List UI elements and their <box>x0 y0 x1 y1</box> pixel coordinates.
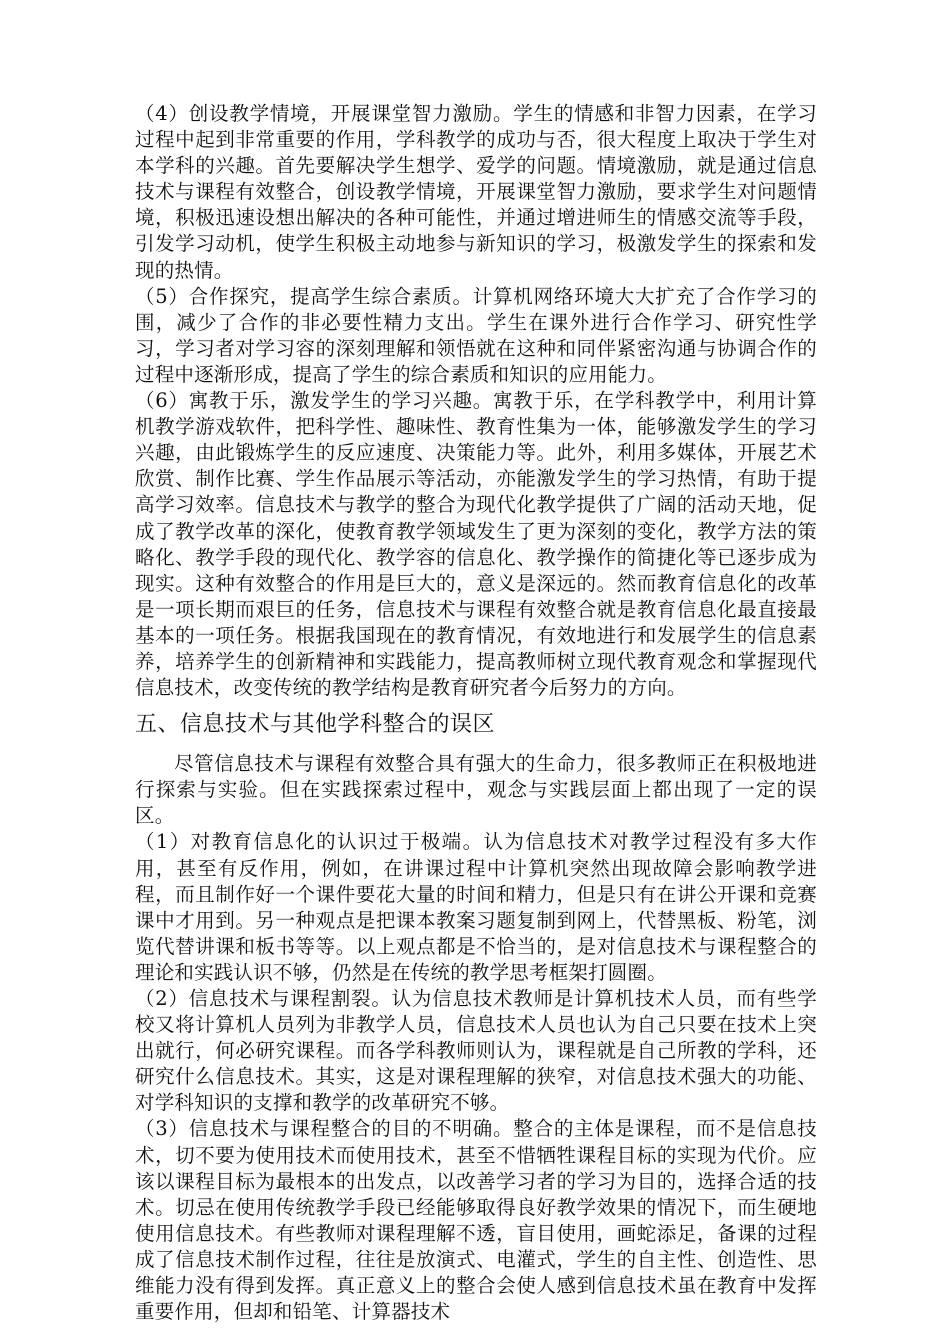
section-heading: 五、信息技术与其他学科整合的误区 <box>135 712 496 738</box>
paragraph-item-6: （6）寓教于乐，激发学生的学习兴趣。寓教于乐，在学科教学中，利用计算机教学游戏软件，把科学性、趣味性、教育性集为一体，能够激发学生的学习兴趣，由此锻炼学生的反应速度、决策能力等。此外，利用多媒体，开展艺术欣赏、制作比赛、学生作品展示等活动，亦能激发学生的学习热情，有助于提高学习效率。信息技术与教学的整合为现代化教学提供了广阔的活动天地，促成了教学改革的深化，使教育教学领域发生了更为深刻的变化，教学方法的策略化、教学手段的现代化、教学容的信息化、教学操作的简捷化等已逐步成为现实。这种有效整合的作用是巨大的，意义是深远的。然而教育信息化的改革是一项长期而艰巨的任务，信息技术与课程有效整合就是教育信息化最直接最基本的一项任务。根据我国现在的教育情况，有效地进行和发展学生的信息素养，培养学生的创新精神和实践能力，提高教师树立现代教育观念和掌握现代信息技术，改变传统的教学结构是教育研究者今后努力的方向。 <box>135 389 817 700</box>
paragraph-misconception-1: （1）对教育信息化的认识过于极端。认为信息技术对教学过程没有多大作用，甚至有反作用，例如，在讲课过程中计算机突然出现故障会影响教学进程，而且制作好一个课件要花大量的时间和精力，但是只有在讲公开课和竞赛课中才用到。另一种观点是把课本教案习题复制到网上，代替黑板、粉笔，浏览代替讲课和板书等等。以上观点都是不恰当的，是对信息技术与课程整合的理论和实践认识不够，仍然是在传统的教学思考框架打圆圈。 <box>135 830 817 984</box>
paragraph-item-5: （5）合作探究，提高学生综合素质。计算机网络环境大大扩充了合作学习的围，减少了合作的非必要性精力支出。学生在课外进行合作学习、研究性学习，学习者对学习容的深刻理解和领悟就在这种和同伴紧密沟通与协调合作的过程中逐渐形成，提高了学生的综合素质和知识的应用能力。 <box>135 284 817 386</box>
paragraph-item-4: （4）创设教学情境，开展课堂智力激励。学生的情感和非智力因素，在学习过程中起到非常重要的作用，学科教学的成功与否，很大程度上取决于学生对本学科的兴趣。首先要解决学生想学、爱学的问题。情境激励，就是通过信息技术与课程有效整合，创设教学情境，开展课堂智力激励，要求学生对问题情境，积极迅速设想出解决的各种可能性，并通过增进师生的情感交流等手段，引发学习动机，使学生积极主动地参与新知识的学习，极激发学生的探索和发现的热情。 <box>135 102 817 282</box>
document-page <box>135 101 817 1325</box>
intro-paragraph: 尽管信息技术与课程有效整合具有强大的生命力，很多教师正在积极地进行探索与实验。但在实践探索过程中，观念与实践层面上都出现了一定的误区。 <box>135 752 817 828</box>
paragraph-misconception-3: （3）信息技术与课程整合的目的不明确。整合的主体是课程，而不是信息技术，切不要为使用技术而使用技术，甚至不惜牺牲课程目标的实现为代价。应该以课程目标为最根本的出发点，以改善学习者的学习为目的，选择合适的技术。切忌在使用传统教学手段已经能够取得良好教学效果的情况下，而生硬地使用信息技术。有些教师对课程理解不透，盲目使用，画蛇添足，备课的过程成了信息技术制作过程，往往是放演式、电灌式，学生的自主性、创造性、思维能力没有得到发挥。真正意义上的整合会使人感到信息技术虽在教育中发挥重要作用，但却和铅笔、计算器技术 <box>135 1117 817 1324</box>
paragraph-misconception-2: （2）信息技术与课程割裂。认为信息技术教师是计算机技术人员，而有些学校又将计算机人员列为非教学人员，信息技术人员也认为自己只要在技术上突出就行，何必研究课程。而各学科教师则认为，课程就是自己所教的学科，还研究什么信息技术。其实，这是对课程理解的狭窄，对信息技术强大的功能、对学科知识的支撑和教学的改革研究不够。 <box>135 987 817 1115</box>
